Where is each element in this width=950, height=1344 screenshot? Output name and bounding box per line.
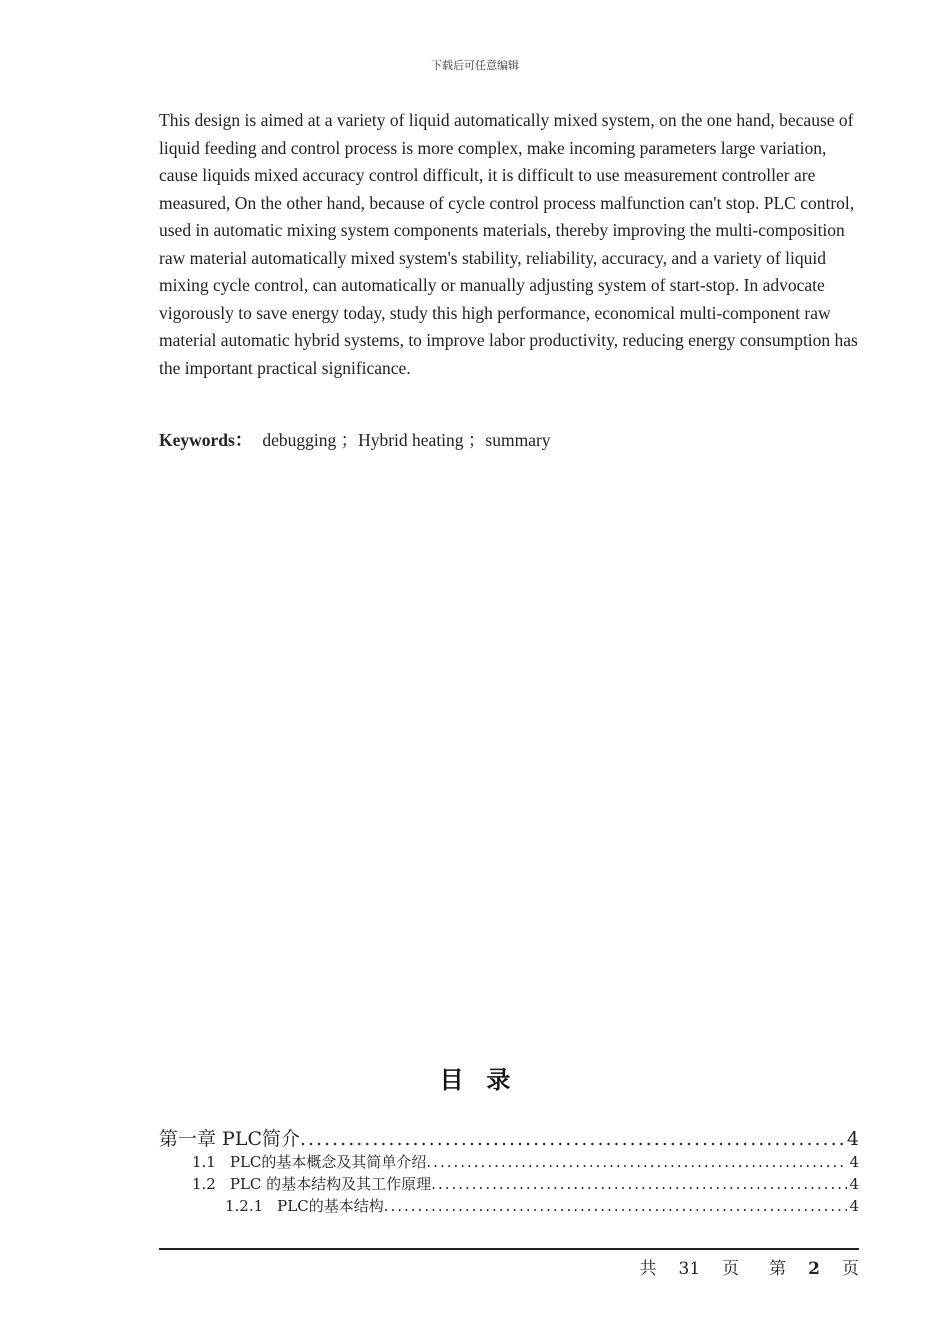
keywords-items: debugging ；Hybrid heating ；summary [262,430,551,450]
page-footer [159,1254,859,1279]
toc-entry[interactable] [159,1173,859,1195]
header-note: 下载后可任意编辑 [431,59,519,72]
footer-current-page: 2 [808,1259,820,1279]
toc-entry-page: 4 [849,1153,859,1171]
toc-entry-page: 4 [849,1175,859,1193]
toc-leader-dots [300,1128,845,1150]
toc-entry[interactable] [159,1124,859,1151]
footer-rule [159,1248,859,1250]
keywords-label: Keywords： [159,430,253,450]
footer-total-prefix: 共 [639,1259,657,1279]
toc-leader-dots [426,1153,847,1171]
toc-entry-title: 第一章 PLC简介 [159,1128,300,1150]
toc-entry-page: 4 [846,1128,859,1150]
toc-entry-number: 1.2.1 [225,1197,264,1215]
keywords-line [159,427,861,454]
toc-leader-dots [431,1175,847,1193]
toc-leader-dots [384,1197,848,1215]
toc-entry-number: 1.2 [192,1175,216,1193]
toc-entry-page: 4 [849,1197,859,1215]
table-of-contents [159,1124,859,1217]
toc-entry-number: 1.1 [192,1153,216,1171]
toc-entry[interactable] [159,1151,859,1173]
toc-title: 目 录 [439,1066,511,1094]
footer-current-suffix: 页 [842,1259,859,1279]
toc-entry[interactable] [159,1195,859,1217]
abstract-paragraph: This design is aimed at a variety of liquid automatically mixed system, on the one hand, because of liquid feeding and control process is more complex, make incoming parameters large variation, cause liquids mixed accuracy control difficult, it is difficult to use measurement controller are measured, On the other hand, because of cycle control process malfunction can't stop. PLC control, used in automatic mixing system components materials, thereby improving the multi-composition raw material automatically mixed system's stability, reliability, accuracy, and a variety of liquid mixing cycle control, can automatically or manually adjusting system of start-stop. In advocate vigorously to save energy today, study this high performance, economical multi-component raw material automatic hybrid systems, to improve labor productivity, reducing energy consumption has the important practical significance. [159,110,858,378]
toc-entry-title: PLC的基本概念及其简单介绍 [229,1153,427,1171]
footer-total-pages: 31 [678,1259,701,1279]
toc-entry-title: PLC 的基本结构及其工作原理 [229,1175,432,1193]
footer-current-prefix: 第 [769,1259,787,1279]
footer-total-suffix: 页 [722,1259,740,1279]
toc-entry-title: PLC的基本结构 [277,1197,384,1215]
